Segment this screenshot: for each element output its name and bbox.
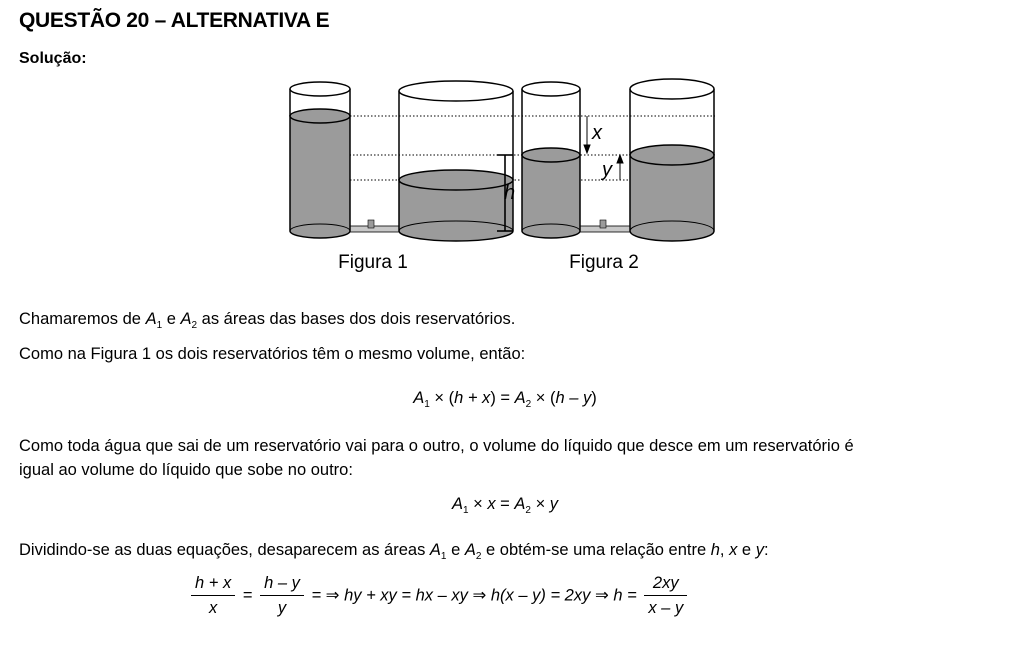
equation-final [188, 574, 690, 618]
reservoir-1a [290, 82, 350, 238]
label-x: x [592, 122, 602, 144]
question-title: QUESTÃO 20 – ALTERNATIVA E [19, 9, 330, 32]
reservoir-2a [522, 82, 580, 238]
paragraph-water-transfer-line-1: Como toda água que sai de um reservatório vai para o outro, o volume do líquido que desce em um reservatório é [19, 437, 854, 455]
paragraph-areas: Chamaremos de $A_1$ e $A_2$ as áreas das bases dos dois reservatórios. [19, 310, 516, 331]
reservoir-1b [399, 81, 516, 241]
pipe-figure-2 [580, 220, 632, 232]
valve-icon [600, 220, 606, 228]
equation-volume: $A_1 \times (h + x) = A_2 \times (h - y)$ [413, 389, 597, 410]
y-arrow-icon [617, 155, 623, 180]
caption-figure-2: Figura 2 [569, 252, 639, 273]
label-h: h [504, 182, 516, 204]
paragraph-dividing: Dividindo-se as duas equações, desaparecem as áreas $A_1$ e $A_2$ e obtém-se uma relação entre h, x e y: [19, 541, 769, 562]
equals-sign: = [242, 586, 253, 605]
fraction-h-plus-x-over-x: $\frac{h + x}{x}$ [191, 574, 235, 618]
reservoir-2b [630, 79, 714, 241]
pipe-figure-1 [348, 220, 400, 232]
fraction-h-minus-y-over-y: $\frac{h - y}{y}$ [260, 574, 304, 618]
x-arrow-icon [584, 116, 590, 153]
paragraph-water-transfer-line-2: igual ao volume do líquido que sobe no outro: [19, 461, 353, 479]
fraction-2xy-over-x-minus-y: $\frac{2xy}{x - y}$ [644, 574, 687, 618]
equation-transfer: $A_1 \times x = A_2 \times y$ [451, 495, 559, 516]
paragraph-same-volume: Como na Figura 1 os dois reservatórios têm o mesmo volume, então: [19, 345, 526, 363]
solution-label: Solução: [19, 50, 87, 67]
derivation-chain: = ⇒ hy + xy = hx – xy ⇒ h(x – y) = 2xy ⇒ h = [311, 586, 637, 605]
caption-figure-1: Figura 1 [338, 252, 408, 273]
label-y: y [602, 159, 612, 181]
reservoirs-figure [0, 0, 1024, 290]
valve-icon [368, 220, 374, 228]
